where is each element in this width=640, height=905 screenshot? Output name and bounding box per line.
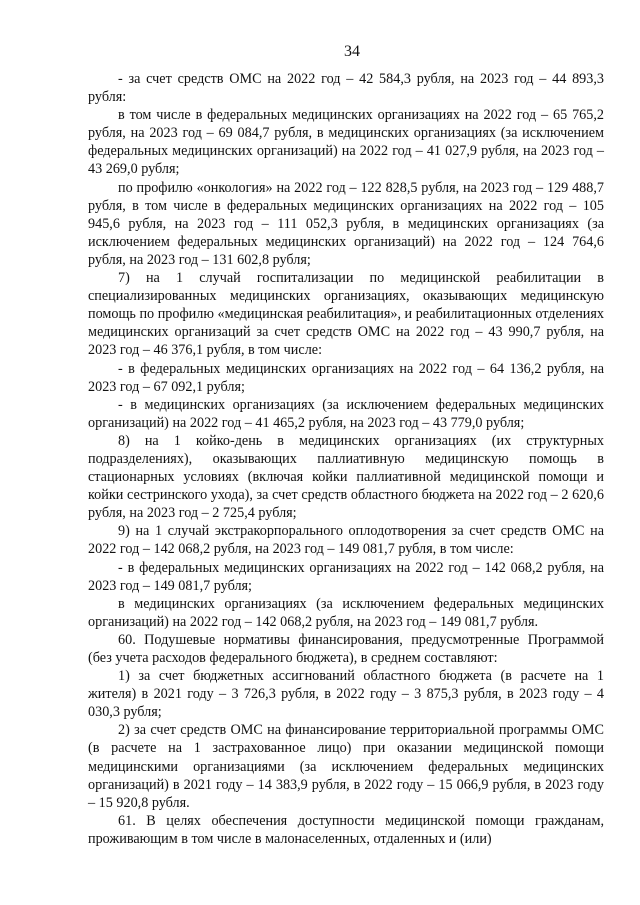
paragraph-item-61-accessibility: 61. В целях обеспечения доступности медицинской помощи гражданам, проживающим в том числе в малонаселенных, отдаленных и (или) <box>88 812 604 847</box>
paragraph-rehab-other: - в медицинских организациях (за исключением федеральных медицинских организаций) на 2022 год – 41 465,2 рубля, на 2023 год – 43 779,0 рубля; <box>88 396 604 431</box>
document-body <box>88 70 604 848</box>
paragraph-oms-2022-2023: - за счет средств ОМС на 2022 год – 42 584,3 рубля, на 2023 год – 44 893,3 рубля: <box>88 71 604 106</box>
paragraph-item-9-ivf: 9) на 1 случай экстракорпорального оплодотворения за счет средств ОМС на 2022 год – 142 068,2 рубля, на 2023 год – 149 081,7 рубля, в том числе: <box>88 523 604 558</box>
paragraph-ivf-federal: - в федеральных медицинских организациях на 2022 год – 142 068,2 рубля, на 2023 год – 149 081,7 рубля; <box>88 559 604 594</box>
paragraph-item-7-rehabilitation: 7) на 1 случай госпитализации по медицинской реабилитации в специализированных медицинских организациях, оказывающих медицинскую помощь по профилю «медицинская реабилитация», и реабилитационных отделениях медицинских организаций за счет средств ОМС на 2022 год – 43 990,7 рубля, на 2023 год – 46 376,1 рубля, в том числе: <box>88 270 604 359</box>
document-page <box>88 42 604 848</box>
page-number: 34 <box>344 43 360 60</box>
paragraph-item-8-palliative: 8) на 1 койко-день в медицинских организациях (их структурных подразделениях), оказывающих паллиативную медицинскую помощь в стационарных условиях (включая койки паллиативной медицинской помощи и койки сестринского ухода), за счет средств областного бюджета на 2022 год – 2 620,6 рубля, на 2023 год – 2 725,4 рубля; <box>88 432 604 522</box>
paragraph-federal-orgs: в том числе в федеральных медицинских организациях на 2022 год – 65 765,2 рубля, на 2023 год – 69 084,7 рубля, в медицинских организациях (за исключением федеральных медицинских организаций) на 2022 год – 41 027,9 рубля, на 2023 год – 43 269,0 рубля; <box>88 107 604 178</box>
paragraph-per-capita-regional-budget: 1) за счет бюджетных ассигнований областного бюджета (в расчете на 1 жителя) в 2021 году – 3 726,3 рубля, в 2022 году – 3 875,3 рубля, в 2023 году – 4 030,3 рубля; <box>88 668 604 721</box>
paragraph-item-60-per-capita: 60. Подушевые нормативы финансирования, предусмотренные Программой (без учета расходов федерального бюджета), в среднем составляют: <box>88 631 604 666</box>
paragraph-oncology: по профилю «онкология» на 2022 год – 122 828,5 рубля, на 2023 год – 129 488,7 рубля, в том числе в федеральных медицинских организациях на 2022 год – 105 945,6 рубля, на 2023 год – 111 052,3 рубля, в медицинских организациях (за исключением федеральных медицинских организаций) на 2022 год – 124 764,6 рубля, на 2023 год – 131 602,8 рубля; <box>88 179 604 268</box>
paragraph-rehab-federal: - в федеральных медицинских организациях на 2022 год – 64 136,2 рубля, на 2023 год – 67 092,1 рубля; <box>88 360 604 395</box>
paragraph-ivf-other: в медицинских организациях (за исключением федеральных медицинских организаций) на 2022 год – 142 068,2 рубля, на 2023 год – 149 081,7 рубля. <box>88 595 604 630</box>
paragraph-per-capita-oms: 2) за счет средств ОМС на финансирование территориальной программы ОМС (в расчете на 1 застрахованное лицо) при оказании медицинской помощи медицинскими организациями (за исключением федеральных медицинских организаций) в 2021 году – 14 383,9 рубля, в 2022 году – 15 066,9 рубля, в 2023 году – 15 920,8 рубля. <box>88 722 604 811</box>
